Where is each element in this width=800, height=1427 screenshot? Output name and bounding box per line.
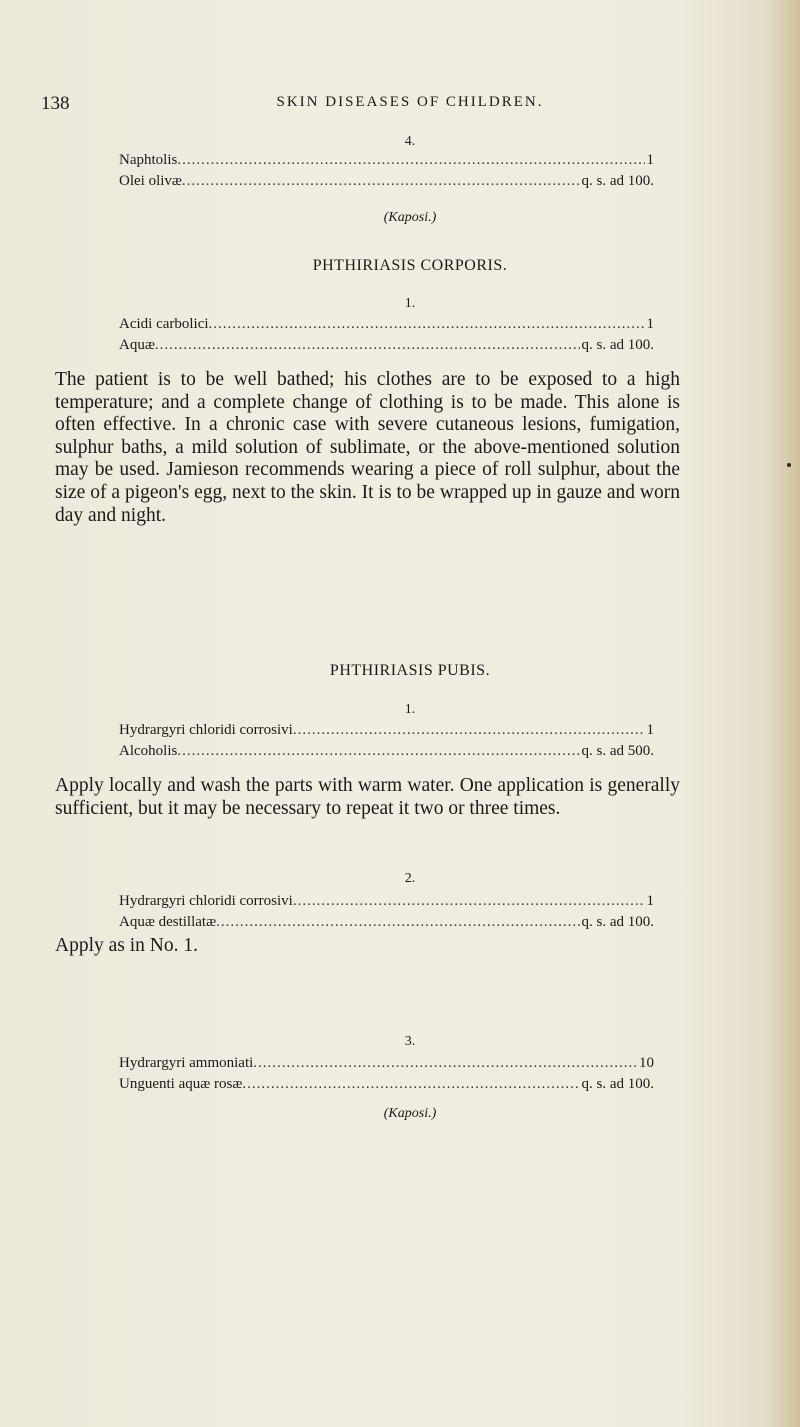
prescription-line [119, 316, 654, 337]
dot-leader [177, 743, 579, 760]
ingredient-name: Olei olivæ [119, 173, 182, 189]
recipe-number: 3. [404, 1034, 416, 1049]
prescription-line [119, 893, 654, 914]
prescription [119, 893, 654, 935]
ingredient-name: Hydrargyri chloridi corrosivi [119, 893, 293, 909]
prescription [119, 1055, 654, 1097]
prescription [119, 316, 654, 358]
prescription-line [119, 722, 654, 743]
prescription-line [119, 1055, 654, 1076]
section-title: PHTHIRIASIS PUBIS. [329, 662, 491, 679]
dot-leader [177, 152, 644, 169]
prescription-line [119, 1076, 654, 1097]
instruction-text: Apply as in No. 1. [55, 935, 198, 956]
ingredient-amount: q. s. ad 100. [581, 337, 654, 353]
ingredient-amount: 1 [646, 893, 654, 909]
body-paragraph: Apply locally and wash the parts with warm water. One application is generally sufficient, but it may be necessary to repeat it two or three times. [55, 775, 680, 819]
prescription-line [119, 914, 654, 935]
ingredient-amount: 1 [646, 316, 654, 332]
recipe-number: 1. [404, 296, 416, 311]
ink-speck [787, 463, 791, 467]
attribution: (Kaposi.) [383, 210, 437, 225]
prescription [119, 722, 654, 764]
ingredient-name: Hydrargyri ammoniati [119, 1055, 254, 1071]
dot-leader [242, 1076, 579, 1093]
attribution: (Kaposi.) [383, 1106, 437, 1121]
ingredient-name: Aquæ [119, 337, 155, 353]
dot-leader [293, 893, 645, 910]
prescription-line [119, 152, 654, 173]
section-title: PHTHIRIASIS CORPORIS. [312, 257, 508, 274]
ingredient-amount: 10 [639, 1055, 654, 1071]
dot-leader [182, 173, 580, 190]
dot-leader [209, 316, 645, 333]
ingredient-name: Unguenti aquæ rosæ [119, 1076, 243, 1092]
page-number: 138 [41, 93, 70, 114]
ingredient-amount: q. s. ad 100. [581, 1076, 654, 1092]
ingredient-name: Hydrargyri chloridi corrosivi [119, 722, 293, 738]
prescription [119, 152, 654, 194]
ingredient-name: Naphtolis [119, 152, 178, 168]
ingredient-amount: q. s. ad 500. [581, 743, 654, 759]
ingredient-amount: q. s. ad 100. [581, 914, 654, 930]
ingredient-amount: q. s. ad 100. [581, 173, 654, 189]
ingredient-name: Alcoholis [119, 743, 178, 759]
recipe-number: 4. [404, 134, 416, 149]
dot-leader [253, 1055, 637, 1072]
running-title: SKIN DISEASES OF CHILDREN. [276, 94, 544, 110]
ingredient-name: Acidi carbolici [119, 316, 209, 332]
ingredient-name: Aquæ destillatæ [119, 914, 217, 930]
dot-leader [216, 914, 579, 931]
prescription-line [119, 173, 654, 194]
prescription-line [119, 743, 654, 764]
body-paragraph: The patient is to be well bathed; his clothes are to be exposed to a high temperature; and a complete change of clothing is to be made. This alone is often effective. In a chronic case with severe cutaneous lesions, fumigation, sulphur baths, a mild solution of sublimate, or the above-mentioned solution may be used. Jamieson recommends wearing a piece of roll sulphur, about the size of a pigeon's egg, next to the skin. It is to be wrapped up in gauze and worn day and night. [55, 369, 680, 526]
prescription-line [119, 337, 654, 358]
ingredient-amount: 1 [646, 722, 654, 738]
ingredient-amount: 1 [646, 152, 654, 168]
recipe-number: 2. [404, 871, 416, 886]
dot-leader [155, 337, 580, 354]
recipe-number: 1. [404, 702, 416, 717]
dot-leader [293, 722, 645, 739]
